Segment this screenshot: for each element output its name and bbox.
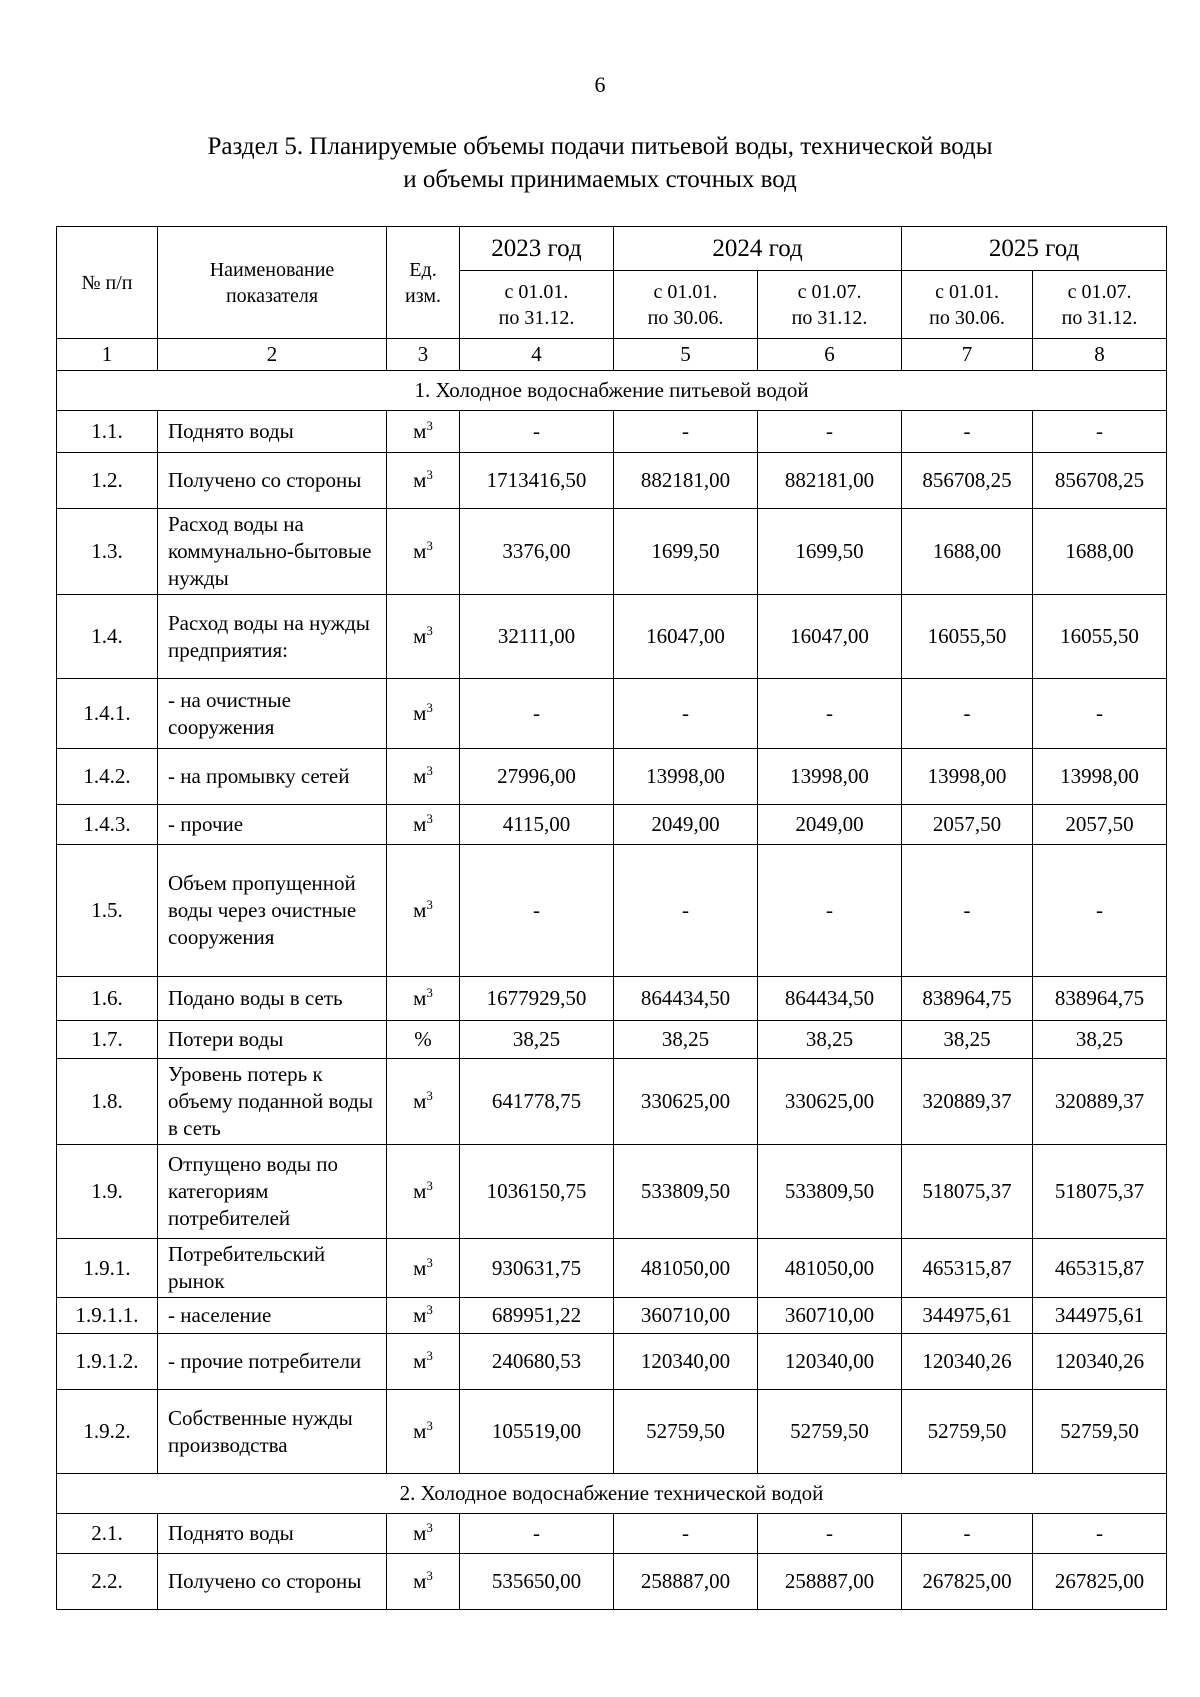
row-name: Объем пропущенной воды через очистные сооружения xyxy=(158,845,387,977)
row-name: Расход воды на коммунально-бытовые нужды xyxy=(158,509,387,595)
row-value: 518075,37 xyxy=(902,1145,1033,1239)
row-number: 1.4.2. xyxy=(57,749,158,805)
row-name: - прочие xyxy=(158,805,387,845)
row-value: - xyxy=(758,411,902,453)
table-header xyxy=(57,227,1167,371)
header-period: с 01.01. по 30.06. xyxy=(614,271,758,339)
row-value: 864434,50 xyxy=(614,977,758,1021)
row-value: 533809,50 xyxy=(614,1145,758,1239)
table-row xyxy=(57,453,1167,509)
row-value: 344975,61 xyxy=(1033,1298,1167,1334)
row-value: 1713416,50 xyxy=(460,453,614,509)
row-name: Собственные нужды производства xyxy=(158,1390,387,1474)
row-value: 481050,00 xyxy=(614,1239,758,1298)
row-name: Отпущено воды по категориям потребителей xyxy=(158,1145,387,1239)
row-value: 320889,37 xyxy=(902,1059,1033,1145)
row-number: 1.9.1. xyxy=(57,1239,158,1298)
row-value: 38,25 xyxy=(460,1021,614,1059)
row-value: 930631,75 xyxy=(460,1239,614,1298)
row-value: 267825,00 xyxy=(1033,1554,1167,1610)
row-unit: $м^3$ xyxy=(387,1059,460,1145)
row-number: 2.2. xyxy=(57,1554,158,1610)
row-number: 1.4. xyxy=(57,595,158,679)
row-unit: $м^3$ xyxy=(387,1390,460,1474)
section-title-line-2: и объемы принимаемых сточных вод xyxy=(403,166,797,193)
row-value: 240680,53 xyxy=(460,1334,614,1390)
column-number: 5 xyxy=(614,339,758,371)
row-name: Расход воды на нужды предприятия: xyxy=(158,595,387,679)
row-value: 344975,61 xyxy=(902,1298,1033,1334)
row-value: - xyxy=(460,1514,614,1554)
row-name: - прочие потребители xyxy=(158,1334,387,1390)
row-name: - население xyxy=(158,1298,387,1334)
row-value: 13998,00 xyxy=(758,749,902,805)
row-value: 465315,87 xyxy=(902,1239,1033,1298)
row-value: 864434,50 xyxy=(758,977,902,1021)
row-number: 1.9.1.1. xyxy=(57,1298,158,1334)
row-value: 2049,00 xyxy=(758,805,902,845)
row-value: 38,25 xyxy=(758,1021,902,1059)
row-value: - xyxy=(460,679,614,749)
row-number: 1.4.1. xyxy=(57,679,158,749)
row-name: - на очистные сооружения xyxy=(158,679,387,749)
water-volumes-table xyxy=(56,226,1167,1610)
row-value: - xyxy=(614,411,758,453)
row-value: - xyxy=(902,1514,1033,1554)
row-unit: $м^3$ xyxy=(387,1239,460,1298)
row-value: 16055,50 xyxy=(1033,595,1167,679)
row-unit: $м^3$ xyxy=(387,453,460,509)
table-body xyxy=(57,371,1167,1610)
row-value: 533809,50 xyxy=(758,1145,902,1239)
row-unit: $м^3$ xyxy=(387,1554,460,1610)
row-name: Поднято воды xyxy=(158,411,387,453)
row-value: 838964,75 xyxy=(1033,977,1167,1021)
row-number: 1.9. xyxy=(57,1145,158,1239)
row-value: 360710,00 xyxy=(758,1298,902,1334)
section-heading: 2. Холодное водоснабжение технической водой xyxy=(57,1474,1167,1514)
row-value: 52759,50 xyxy=(902,1390,1033,1474)
row-value: 856708,25 xyxy=(1033,453,1167,509)
row-value: - xyxy=(614,845,758,977)
row-value: 2049,00 xyxy=(614,805,758,845)
column-number: 1 xyxy=(57,339,158,371)
row-value: 120340,00 xyxy=(614,1334,758,1390)
row-unit: $м^3$ xyxy=(387,1334,460,1390)
row-value: - xyxy=(1033,845,1167,977)
row-value: 13998,00 xyxy=(1033,749,1167,805)
row-value: 1688,00 xyxy=(1033,509,1167,595)
table-row xyxy=(57,977,1167,1021)
row-value: 330625,00 xyxy=(758,1059,902,1145)
row-name: Поднято воды xyxy=(158,1514,387,1554)
row-value: 38,25 xyxy=(614,1021,758,1059)
row-value: 641778,75 xyxy=(460,1059,614,1145)
row-value: 1677929,50 xyxy=(460,977,614,1021)
row-value: 856708,25 xyxy=(902,453,1033,509)
table-row xyxy=(57,749,1167,805)
header-num: № п/п xyxy=(57,227,158,339)
row-unit: $м^3$ xyxy=(387,595,460,679)
column-number: 3 xyxy=(387,339,460,371)
row-name: - на промывку сетей xyxy=(158,749,387,805)
row-unit: $м^3$ xyxy=(387,845,460,977)
row-value: 16047,00 xyxy=(758,595,902,679)
row-value: 1699,50 xyxy=(758,509,902,595)
column-number: 2 xyxy=(158,339,387,371)
row-value: - xyxy=(902,411,1033,453)
row-value: 330625,00 xyxy=(614,1059,758,1145)
row-value: 4115,00 xyxy=(460,805,614,845)
row-value: 535650,00 xyxy=(460,1554,614,1610)
column-number: 8 xyxy=(1033,339,1167,371)
row-number: 1.1. xyxy=(57,411,158,453)
table-row xyxy=(57,1554,1167,1610)
row-number: 1.9.1.2. xyxy=(57,1334,158,1390)
header-period: с 01.01. по 31.12. xyxy=(460,271,614,339)
row-number: 1.8. xyxy=(57,1059,158,1145)
row-value: 465315,87 xyxy=(1033,1239,1167,1298)
row-number: 1.5. xyxy=(57,845,158,977)
row-value: 3376,00 xyxy=(460,509,614,595)
table-row xyxy=(57,411,1167,453)
row-value: 882181,00 xyxy=(614,453,758,509)
row-unit: $м^3$ xyxy=(387,509,460,595)
column-number: 4 xyxy=(460,339,614,371)
row-value: - xyxy=(460,411,614,453)
table-row xyxy=(57,509,1167,595)
row-number: 1.7. xyxy=(57,1021,158,1059)
header-period: с 01.07. по 31.12. xyxy=(758,271,902,339)
header-period: с 01.07. по 31.12. xyxy=(1033,271,1167,339)
row-name: Подано воды в сеть xyxy=(158,977,387,1021)
row-value: 16047,00 xyxy=(614,595,758,679)
row-value: - xyxy=(1033,411,1167,453)
table-row xyxy=(57,1334,1167,1390)
row-value: 689951,22 xyxy=(460,1298,614,1334)
row-name: Потребительский рынок xyxy=(158,1239,387,1298)
row-value: 481050,00 xyxy=(758,1239,902,1298)
row-name: Получено со стороны xyxy=(158,1554,387,1610)
column-number: 7 xyxy=(902,339,1033,371)
table-row xyxy=(57,679,1167,749)
row-value: 38,25 xyxy=(902,1021,1033,1059)
row-value: - xyxy=(902,845,1033,977)
row-value: 52759,50 xyxy=(758,1390,902,1474)
row-unit: $м^3$ xyxy=(387,805,460,845)
row-value: 838964,75 xyxy=(902,977,1033,1021)
row-value: 52759,50 xyxy=(614,1390,758,1474)
row-unit: $м^3$ xyxy=(387,679,460,749)
row-value: 267825,00 xyxy=(902,1554,1033,1610)
row-unit: $м^3$ xyxy=(387,1514,460,1554)
page-number: 6 xyxy=(594,72,606,97)
row-unit: % xyxy=(387,1021,460,1059)
row-value: 258887,00 xyxy=(614,1554,758,1610)
row-value: 360710,00 xyxy=(614,1298,758,1334)
table-row xyxy=(57,1298,1167,1334)
row-value: 518075,37 xyxy=(1033,1145,1167,1239)
row-number: 1.9.2. xyxy=(57,1390,158,1474)
row-value: 38,25 xyxy=(1033,1021,1167,1059)
row-value: 1036150,75 xyxy=(460,1145,614,1239)
table-row xyxy=(57,845,1167,977)
row-value: 105519,00 xyxy=(460,1390,614,1474)
row-value: 882181,00 xyxy=(758,453,902,509)
row-unit: $м^3$ xyxy=(387,411,460,453)
header-year-2024: 2024 год xyxy=(614,227,902,271)
row-name: Получено со стороны xyxy=(158,453,387,509)
table-row xyxy=(57,1059,1167,1145)
row-unit: $м^3$ xyxy=(387,977,460,1021)
row-value: 2057,50 xyxy=(1033,805,1167,845)
row-value: - xyxy=(758,679,902,749)
row-value: 13998,00 xyxy=(614,749,758,805)
column-number: 6 xyxy=(758,339,902,371)
row-value: 13998,00 xyxy=(902,749,1033,805)
row-name: Уровень потерь к объему поданной воды в сеть xyxy=(158,1059,387,1145)
row-number: 1.4.3. xyxy=(57,805,158,845)
table-row xyxy=(57,1239,1167,1298)
header-name: Наименование показателя xyxy=(158,227,387,339)
section-title-line-1: Раздел 5. Планируемые объемы подачи питьевой воды, технической воды xyxy=(207,133,993,160)
row-value: 1699,50 xyxy=(614,509,758,595)
row-number: 2.1. xyxy=(57,1514,158,1554)
row-value: 2057,50 xyxy=(902,805,1033,845)
section-title xyxy=(0,130,1200,196)
header-year-2023: 2023 год xyxy=(460,227,614,271)
row-number: 1.2. xyxy=(57,453,158,509)
header-year-2025: 2025 год xyxy=(902,227,1167,271)
row-value: - xyxy=(758,845,902,977)
row-value: 1688,00 xyxy=(902,509,1033,595)
row-value: 120340,00 xyxy=(758,1334,902,1390)
row-value: 320889,37 xyxy=(1033,1059,1167,1145)
header-unit: Ед. изм. xyxy=(387,227,460,339)
header-period: с 01.01. по 30.06. xyxy=(902,271,1033,339)
row-value: - xyxy=(614,679,758,749)
table-row xyxy=(57,1514,1167,1554)
row-value: 258887,00 xyxy=(758,1554,902,1610)
row-value: 32111,00 xyxy=(460,595,614,679)
table-row xyxy=(57,1390,1167,1474)
row-unit: $м^3$ xyxy=(387,1298,460,1334)
table-row xyxy=(57,1021,1167,1059)
table-row xyxy=(57,595,1167,679)
row-value: - xyxy=(902,679,1033,749)
row-number: 1.3. xyxy=(57,509,158,595)
row-value: 120340,26 xyxy=(902,1334,1033,1390)
row-value: 52759,50 xyxy=(1033,1390,1167,1474)
row-value: 16055,50 xyxy=(902,595,1033,679)
row-value: - xyxy=(1033,1514,1167,1554)
table-row xyxy=(57,805,1167,845)
row-unit: $м^3$ xyxy=(387,1145,460,1239)
section-heading: 1. Холодное водоснабжение питьевой водой xyxy=(57,371,1167,411)
row-number: 1.6. xyxy=(57,977,158,1021)
table-row xyxy=(57,1145,1167,1239)
row-value: 27996,00 xyxy=(460,749,614,805)
row-value: - xyxy=(460,845,614,977)
row-name: Потери воды xyxy=(158,1021,387,1059)
row-value: 120340,26 xyxy=(1033,1334,1167,1390)
row-value: - xyxy=(614,1514,758,1554)
row-value: - xyxy=(1033,679,1167,749)
row-value: - xyxy=(758,1514,902,1554)
row-unit: $м^3$ xyxy=(387,749,460,805)
